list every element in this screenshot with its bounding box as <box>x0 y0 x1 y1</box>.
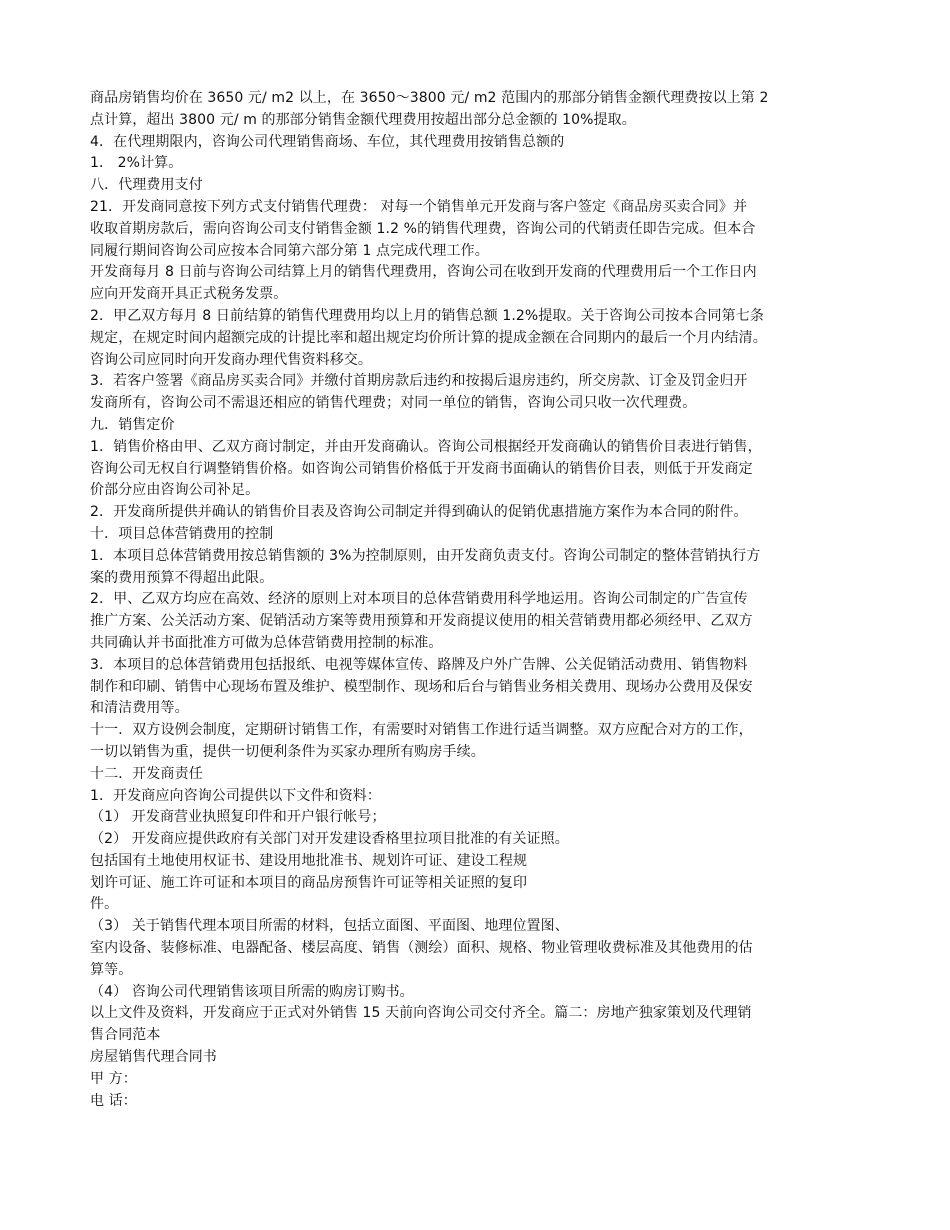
document-line: （2） 开发商应提供政府有关部门对开发建设香格里拉项目批准的有关证照。 <box>90 831 569 848</box>
document-line: 十二．开发商责任 <box>90 765 203 782</box>
document-line: 甲 方： <box>90 1070 137 1087</box>
document-line: 应向开发商开具正式税务发票。 <box>90 286 288 303</box>
document-line: 件。 <box>90 896 119 913</box>
document-line: 售合同范本 <box>90 1027 161 1044</box>
document-line: 电 话： <box>90 1092 137 1109</box>
document-line: 算等。 <box>90 961 133 978</box>
document-line: 划许可证、施工许可证和本项目的商品房预售许可证等相关证照的复印 <box>90 874 528 891</box>
document-line: 商品房销售均价在 3650 元/ m2 以上，在 3650～3800 元/ m2 范围内的那部分销售金额代理费按以上第 2 <box>90 90 769 106</box>
document-line: 4．在代理期限内，咨询公司代理销售商场、车位，其代理费用按销售总额的 <box>90 133 565 150</box>
document-line: 以上文件及资料，开发商应于正式对外销售 15 天前向咨询公司交付齐全。篇二：房地产独家策划及代理销 <box>90 1005 752 1022</box>
document-line: 3．若客户签署《商品房买卖合同》并缴付首期房款后违约和按揭后退房违约，所交房款、订金及罚金归开 <box>90 373 748 390</box>
document-line: 房屋销售代理合同书 <box>90 1049 217 1066</box>
document-line: 1． 2%计算。 <box>90 155 183 172</box>
document-line: 1．开发商应向咨询公司提供以下文件和资料： <box>90 787 382 804</box>
document-line: 十一．双方设例会制度，定期研讨销售工作，有需要时对销售工作进行适当调整。双方应配合对方的工作， <box>90 722 753 739</box>
document-body <box>90 88 860 1112</box>
document-line: 九．销售定价 <box>90 416 175 433</box>
document-line: （1） 开发商营业执照复印件和开户银行帐号； <box>90 809 386 826</box>
document-line: 八．代理费用支付 <box>90 177 203 194</box>
document-line: 咨询公司应同时向开发商办理代售资料移交。 <box>90 351 372 368</box>
document-line: 十．项目总体营销费用的控制 <box>90 525 274 542</box>
document-line: 收取首期房款后，需向咨询公司支付销售金额 1.2 %的销售代理费，咨询公司的代销责任即告完成。但本合 <box>90 220 756 237</box>
document-line: 2．开发商所提供并确认的销售价目表及咨询公司制定并得到确认的促销优惠措施方案作为本合同的附件。 <box>90 504 748 521</box>
document-line: 制作和印刷、销售中心现场布置及维护、模型制作、现场和后台与销售业务相关费用、现场办公费用及保安 <box>90 678 753 695</box>
document-line: 咨询公司无权自行调整销售价格。如咨询公司销售价格低于开发商书面确认的销售价目表，则低于开发商定 <box>90 460 753 477</box>
document-line: 1．本项目总体营销费用按总销售额的 3%为控制原则，由开发商负责支付。咨询公司制定的整体营销执行方 <box>90 547 761 564</box>
document-line: 同履行期间咨询公司应按本合同第六部分第 1 点完成代理工作。 <box>90 242 489 259</box>
document-line: 21．开发商同意按下列方式支付销售代理费： 对每一个销售单元开发商与客户签定《商品房买卖合同》并 <box>90 198 748 215</box>
document-line: 案的费用预算不得超出此限。 <box>90 569 274 586</box>
document-line: 室内设备、装修标准、电器配备、楼层高度、销售（测绘）面积、规格、物业管理收费标准及其他费用的估 <box>90 940 753 957</box>
document-line: 价部分应由咨询公司补足。 <box>90 482 260 499</box>
document-line: 开发商每月 8 日前与咨询公司结算上月的销售代理费用，咨询公司在收到开发商的代理费用后一个工作日内 <box>90 264 757 281</box>
document-line: （4） 咨询公司代理销售该项目所需的购房订购书。 <box>90 983 414 1000</box>
document-line: 3．本项目的总体营销费用包括报纸、电视等媒体宣传、路牌及户外广告牌、公关促销活动费用、销售物料 <box>90 656 748 673</box>
document-line: 2．甲、乙双方均应在高效、经济的原则上对本项目的总体营销费用科学地运用。咨询公司制定的广告宣传 <box>90 591 748 608</box>
document-line: 包括国有土地使用权证书、建设用地批准书、规划许可证、建设工程规 <box>90 852 528 869</box>
document-line: 共同确认并书面批准方可做为总体营销费用控制的标准。 <box>90 634 443 651</box>
document-line: 推广方案、公关活动方案、促销活动方案等费用预算和开发商提议使用的相关营销费用都必须经甲、乙双方 <box>90 613 753 630</box>
document-line: 和清洁费用等。 <box>90 700 189 717</box>
document-line: 一切以销售为重，提供一切便利条件为买家办理所有购房手续。 <box>90 743 485 760</box>
document-line: 1．销售价格由甲、乙双方商讨制定，并由开发商确认。咨询公司根据经开发商确认的销售价目表进行销售， <box>90 438 762 455</box>
document-line: 规定，在规定时间内超额完成的计提比率和超出规定均价所计算的提成金额在合同期内的最后一个月内结清。 <box>90 329 767 346</box>
document-line: 发商所有，咨询公司不需退还相应的销售代理费；对同一单位的销售，咨询公司只收一次代理费。 <box>90 395 697 412</box>
document-line: 2．甲乙双方每月 8 日前结算的销售代理费用均以上月的销售总额 1.2%提取。关于咨询公司按本合同第七条 <box>90 307 764 324</box>
document-line: （3） 关于销售代理本项目所需的材料，包括立面图、平面图、地理位置图、 <box>90 918 569 935</box>
document-line: 点计算，超出 3800 元/ m 的那部分销售金额代理费用按超出部分总金额的 10%提取。 <box>90 111 636 128</box>
